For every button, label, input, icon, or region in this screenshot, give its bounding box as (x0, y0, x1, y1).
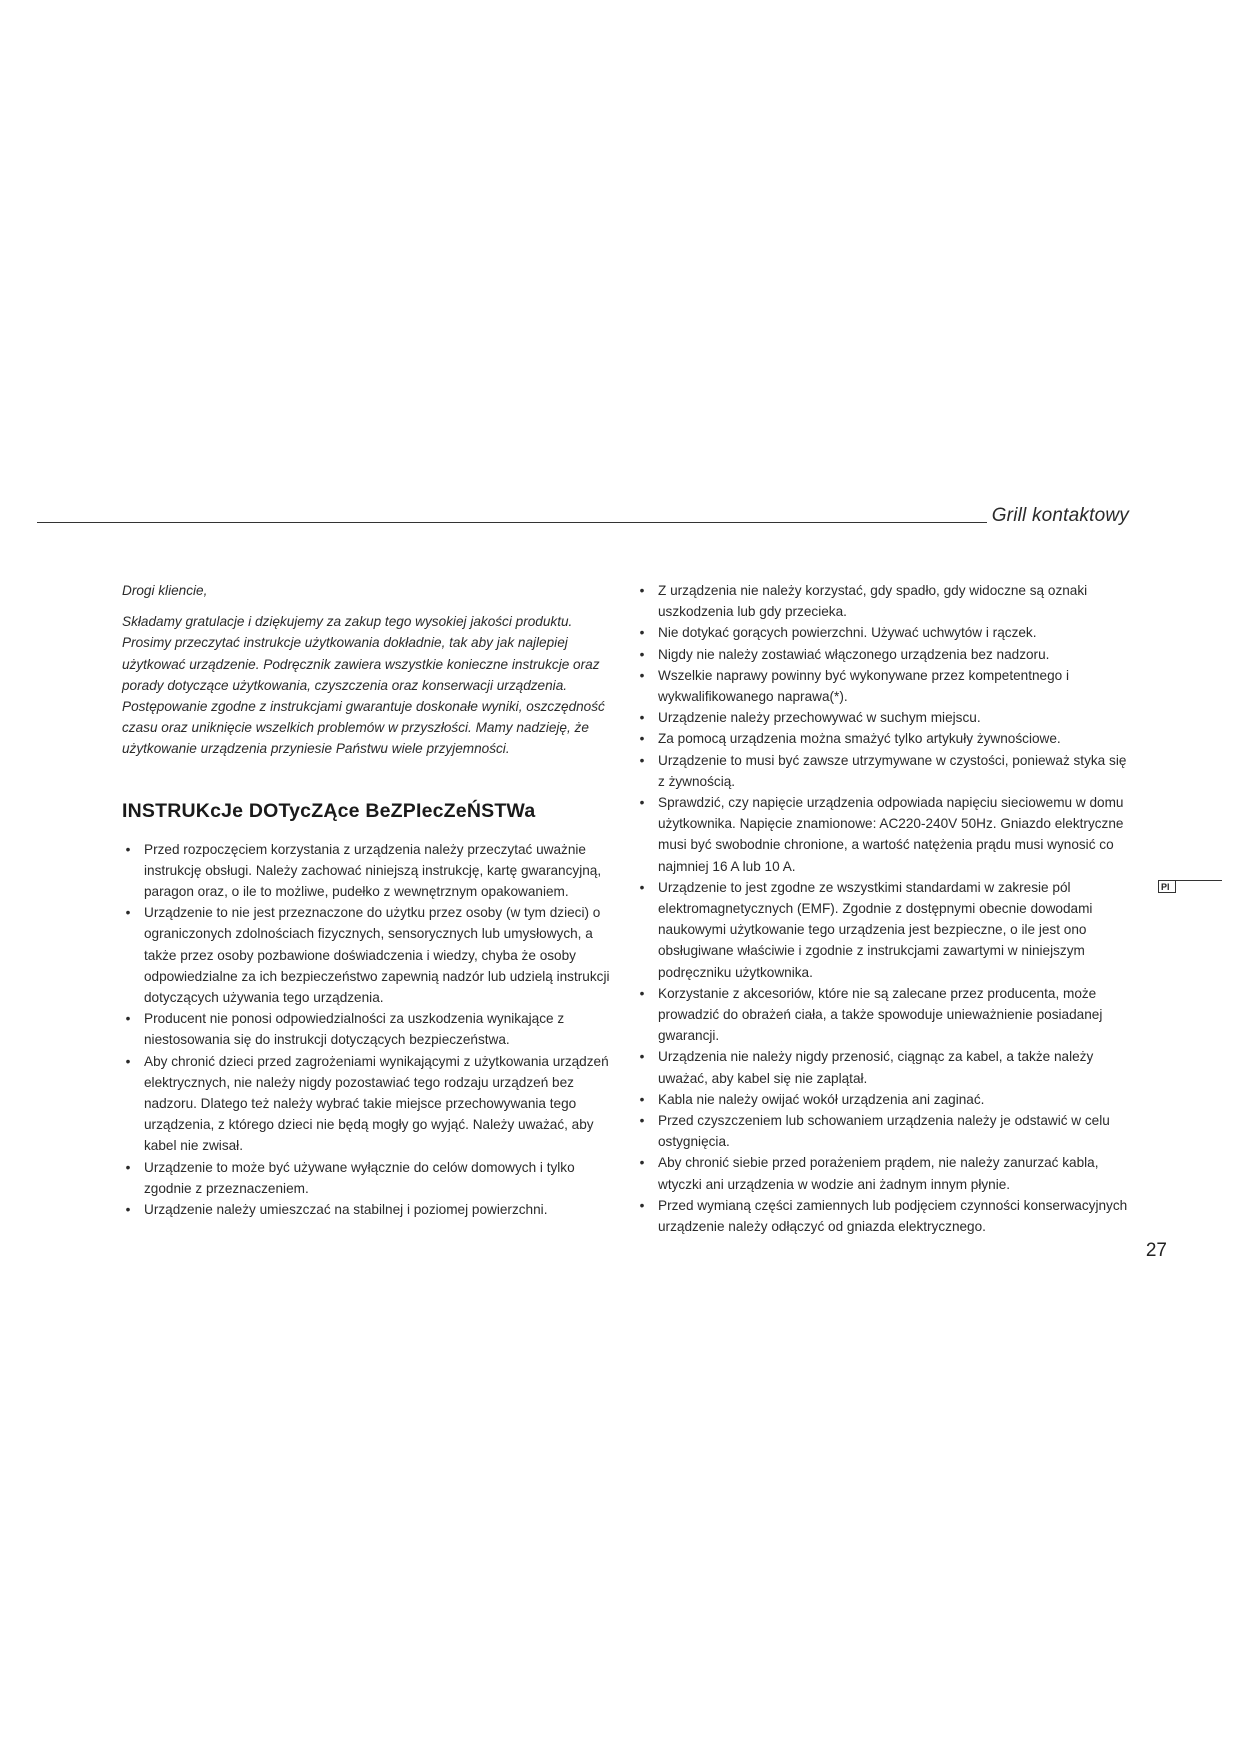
right-column (636, 580, 1136, 1237)
left-column (122, 580, 617, 1220)
safety-item-text: Korzystanie z akcesoriów, które nie są zalecane przez producenta, może prowadzić do obrażeń ciała, a także spowoduje unieważnienie posiadanej gwarancji. (658, 985, 1103, 1044)
safety-item (636, 983, 1136, 1047)
bullet-marker: • (639, 879, 645, 895)
safety-item-text: Urządzenie to musi być zawsze utrzymywane w czystości, ponieważ styka się z żywnością. (658, 752, 1127, 789)
safety-item (122, 1051, 617, 1157)
bullet-marker: • (639, 1091, 645, 1107)
bullet-marker: • (639, 646, 645, 662)
safety-item-text: Kabla nie należy owijać wokół urządzenia ani zaginać. (658, 1091, 985, 1107)
bullet-marker: • (639, 625, 645, 641)
safety-item (122, 839, 617, 903)
safety-item (122, 1008, 617, 1050)
safety-item-text: Za pomocą urządzenia można smażyć tylko artykuły żywnościowe. (658, 731, 1061, 747)
bullet-marker: • (639, 985, 645, 1001)
safety-item-text: Nie dotykać gorących powierzchni. Używać uchwytów i rączek. (658, 625, 1037, 641)
safety-item-text: Przed wymianą części zamiennych lub podjęciem czynności konserwacyjnych urządzenie należy odłączyć od gniazda elektrycznego. (658, 1197, 1128, 1235)
bullet-marker: • (639, 1049, 645, 1065)
intro (122, 580, 617, 760)
safety-item-text: Urządzenie to nie jest przeznaczone do użytku przez osoby (w tym dzieci) o ograniczonych zdolnościach fizycznych, sensorycznych lub umysłowych, a także przez osoby pozbawione doświadczenia i wiedzy, chyba że osoby odpowiedzialne za ich bezpieczeństwo zapewnią nadzór lub udzielą instrukcji dotyczących używania tego urządzenia. (144, 905, 610, 1006)
bullet-marker: • (639, 710, 645, 726)
safety-item (122, 1157, 617, 1199)
safety-item (636, 622, 1136, 643)
safety-item-text: Aby chronić dzieci przed zagrożeniami wynikającymi z użytkowania urządzeń elektrycznych, nie należy nigdy pozostawiać tego rodzaju urządzeń bez nadzoru. Dlatego też należy wybrać takie miejsce przechowywania tego urządzenia, z którego dzieci nie będą mogły go wyjąć. Należy uważać, aby kabel nie zwisał. (144, 1053, 609, 1154)
bullet-marker: • (639, 583, 645, 598)
safety-item-text: Z urządzenia nie należy korzystać, gdy spadło, gdy widoczne są oznaki uszkodzenia lub gdy przecieka. (658, 583, 1088, 620)
safety-item (636, 877, 1136, 983)
header-rule (37, 522, 987, 523)
bullet-marker: • (125, 841, 131, 857)
safety-item-text: Urządzenie to jest zgodne ze wszystkimi standardami w zakresie pól elektromagnetycznych (EMF). Zgodnie z dostępnymi obecnie dowodami naukowymi użytkowanie tego urządzenia jest bezpieczne, o ile jest ono obsługiwane właściwie i zgodnie z instrukcjami zawartymi w niniejszym podręczniku użytkownika. (658, 879, 1093, 980)
safety-item-text: Producent nie ponosi odpowiedzialności za uszkodzenia wynikające z niestosowania się do instrukcji dotyczących bezpieczeństwa. (144, 1011, 565, 1048)
bullet-marker: • (125, 1159, 131, 1175)
safety-item (122, 1199, 617, 1220)
safety-item (636, 1110, 1136, 1152)
bullet-marker: • (639, 752, 645, 768)
safety-item (122, 902, 617, 1008)
intro-greeting: Drogi kliencie, (122, 583, 208, 598)
bullet-marker: • (639, 667, 645, 683)
intro-paragraph: Składamy gratulacje i dziękujemy za zakup tego wysokiej jakości produktu. Prosimy przeczytać instrukcje użytkowania dokładnie, tak aby jak najlepiej użytkować urządzenie. Podręcznik zawiera wszystkie konieczne instrukcje oraz porady dotyczące użytkowania, czyszczenia oraz konserwacji urządzenia. Postępowanie zgodne z instrukcjami gwarantuje doskonałe wyniki, oszczędność czasu oraz uniknięcie wszelkich problemów w przyszłości. Mamy nadzieję, że użytkowanie urządzenia przyniesie Państwu wiele przyjemności. (122, 614, 605, 757)
safety-item (636, 1152, 1136, 1194)
safety-item-text: Przed czyszczeniem lub schowaniem urządzenia należy je odstawić w celu ostygnięcia. (658, 1113, 1110, 1150)
bullet-marker: • (125, 1202, 131, 1218)
safety-item (636, 580, 1136, 622)
safety-item (636, 1046, 1136, 1088)
safety-item (636, 644, 1136, 665)
bullet-marker: • (125, 1053, 131, 1069)
bullet-marker: • (639, 795, 645, 811)
bullet-marker: • (639, 731, 645, 747)
right-safety-list (636, 580, 1136, 1237)
header-title: Grill kontaktowy (991, 505, 1129, 526)
safety-item (636, 665, 1136, 707)
safety-item-text: Przed rozpoczęciem korzystania z urządzenia należy przeczytać uważnie instrukcję obsługi. Należy zachować niniejszą instrukcję, kartę gwarancyjną, paragon oraz, o ile to możliwe, pudełko z wewnętrznym opakowaniem. (144, 841, 602, 900)
safety-item-text: Urządzenie to może być używane wyłącznie do celów domowych i tylko zgodnie z przeznaczeniem. (144, 1159, 575, 1196)
safety-item (636, 1089, 1136, 1110)
safety-item-text: Nigdy nie należy zostawiać włączonego urządzenia bez nadzoru. (658, 646, 1050, 662)
safety-item (636, 792, 1136, 877)
bullet-marker: • (639, 1113, 645, 1129)
language-tab (1158, 880, 1204, 896)
page-number: 27 (1145, 1240, 1167, 1261)
safety-item-text: Wszelkie naprawy powinny być wykonywane przez kompetentnego i wykwalifikowanego naprawa(*). (658, 667, 1070, 705)
bullet-marker: • (125, 905, 131, 921)
bullet-marker: • (639, 1155, 645, 1171)
safety-item-text: Urządzenia nie należy nigdy przenosić, ciągnąc za kabel, a także należy uważać, aby kabel się nie zaplątał. (658, 1049, 1094, 1086)
bullet-marker: • (125, 1011, 131, 1027)
safety-item (636, 728, 1136, 749)
safety-item (636, 1195, 1136, 1237)
safety-item-text: Sprawdzić, czy napięcie urządzenia odpowiada napięciu sieciowemu w domu użytkownika. Napięcie znamionowe: AC220-240V 50Hz. Gniazdo elektryczne musi być swobodnie chronione, a wartość natężenia prądu musi wynosić co najmniej 16 A lub 10 A. (658, 795, 1124, 874)
safety-item-text: Urządzenie należy umieszczać na stabilnej i poziomej powierzchni. (144, 1202, 548, 1218)
language-tab-rule (1176, 880, 1222, 881)
left-safety-list (122, 839, 617, 1221)
safety-item (636, 707, 1136, 728)
bullet-marker: • (639, 1197, 645, 1213)
language-tab-label: Pl (1158, 880, 1176, 893)
safety-item-text: Aby chronić siebie przed porażeniem prądem, nie należy zanurzać kabla, wtyczki ani urządzenia w wodzie ani żadnym innym płynie. (658, 1155, 1099, 1192)
safety-section-title: INSTRUKcJe DOTycZĄce BeZPIecZeŃSTWa (122, 799, 536, 822)
safety-item-text: Urządzenie należy przechowywać w suchym miejscu. (658, 710, 981, 726)
safety-item (636, 750, 1136, 792)
